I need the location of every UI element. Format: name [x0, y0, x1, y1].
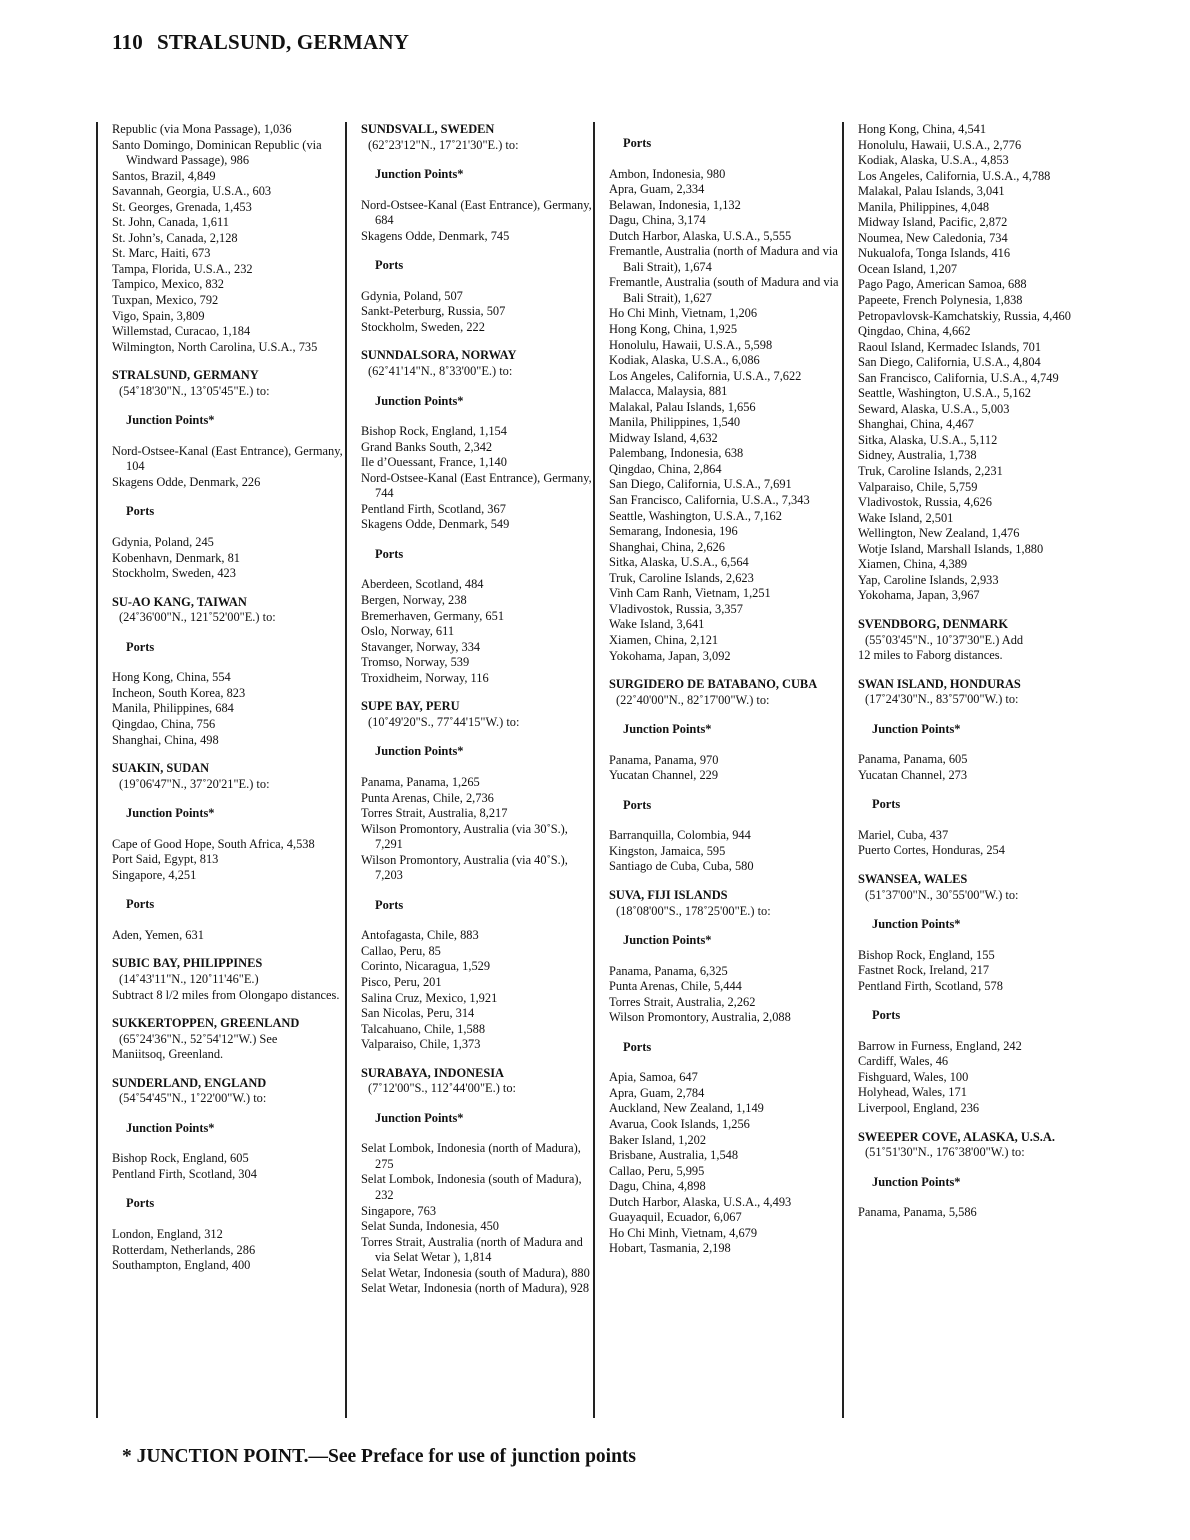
- entry-coordinates: (7˚12'00"S., 112˚44'00"E.) to:: [368, 1081, 516, 1096]
- distance-item: Antofagasta, Chile, 883: [361, 928, 479, 943]
- column-divider: [345, 122, 347, 1418]
- entry-title: SURABAYA, INDONESIA: [361, 1065, 504, 1080]
- distance-item: Tromso, Norway, 539: [361, 655, 470, 670]
- distance-item: San Francisco, California, U.S.A., 7,343: [609, 493, 810, 508]
- distance-item: Singapore, 4,251: [112, 867, 197, 882]
- entry-title: SUBIC BAY, PHILIPPINES: [112, 956, 263, 971]
- distance-item: Manila, Philippines, 4,048: [858, 199, 990, 214]
- section-heading: Ports: [126, 1196, 155, 1211]
- distance-item: Bremerhaven, Germany, 651: [361, 608, 505, 623]
- distance-item: Dutch Harbor, Alaska, U.S.A., 4,493: [609, 1194, 792, 1209]
- distance-item: Yokohama, Japan, 3,967: [858, 588, 980, 603]
- distance-item: Callao, Peru, 5,995: [609, 1163, 705, 1178]
- distance-item: Nord-Ostsee-Kanal (East Entrance), Germany, 104: [112, 443, 343, 474]
- column-3: [609, 122, 844, 1270]
- distance-item: Qingdao, China, 2,864: [609, 461, 722, 476]
- distance-item: Brisbane, Australia, 1,548: [609, 1148, 739, 1163]
- entry-title: SVENDBORG, DENMARK: [858, 616, 1009, 631]
- page-title: STRALSUND, GERMANY: [156, 30, 410, 54]
- section-heading: Ports: [623, 797, 652, 812]
- distance-item: Kodiak, Alaska, U.S.A., 4,853: [858, 153, 1009, 168]
- distance-item: Midway Island, Pacific, 2,872: [858, 215, 1008, 230]
- distance-item: Wilson Promontory, Australia, 2,088: [609, 1010, 791, 1025]
- distance-item: Oslo, Norway, 611: [361, 624, 455, 639]
- distance-item: Panama, Panama, 970: [609, 752, 719, 767]
- column-4: [858, 122, 1090, 1234]
- distance-item: Hong Kong, China, 554: [112, 670, 231, 685]
- distance-item: Fishguard, Wales, 100: [858, 1069, 969, 1084]
- distance-item: Torres Strait, Australia, 2,262: [609, 994, 756, 1009]
- distance-item: Santo Domingo, Dominican Republic (via Windward Passage), 986: [112, 137, 322, 168]
- distance-item: Barranquilla, Colombia, 944: [609, 828, 751, 843]
- distance-item: Rotterdam, Netherlands, 286: [112, 1242, 256, 1257]
- section-heading: Junction Points*: [375, 393, 464, 408]
- distance-item: Hong Kong, China, 1,925: [609, 322, 738, 337]
- distance-item: Dagu, China, 4,898: [609, 1179, 706, 1194]
- distance-item: Kingston, Jamaica, 595: [609, 843, 726, 858]
- distance-item: Yokohama, Japan, 3,092: [609, 648, 731, 663]
- distance-item: Vladivostok, Russia, 3,357: [609, 601, 743, 616]
- distance-item: Palembang, Indonesia, 638: [609, 446, 744, 461]
- distance-item: Raoul Island, Kermadec Islands, 701: [858, 339, 1042, 354]
- distance-item: Torres Strait, Australia, 8,217: [361, 806, 508, 821]
- distance-item: Puerto Cortes, Honduras, 254: [858, 843, 1005, 858]
- distance-item: Tampico, Mexico, 832: [112, 277, 224, 292]
- distance-item: Troxidheim, Norway, 116: [361, 670, 489, 685]
- port-entry: [112, 1016, 347, 1063]
- distance-item: Shanghai, China, 498: [112, 732, 219, 747]
- port-entry: [858, 1130, 1090, 1221]
- section-heading: Ports: [375, 897, 404, 912]
- distance-item: Pentland Firth, Scotland, 578: [858, 978, 1003, 993]
- distance-item: Truk, Caroline Islands, 2,623: [609, 570, 754, 585]
- section-heading: Junction Points*: [126, 806, 215, 821]
- distance-item: Punta Arenas, Chile, 5,444: [609, 979, 742, 994]
- distance-item: Savannah, Georgia, U.S.A., 603: [112, 184, 272, 199]
- distance-item: Hong Kong, China, 4,541: [858, 122, 987, 136]
- entry-note: Subtract 8 l/2 miles from Olongapo distances.: [112, 987, 340, 1002]
- distance-item: Gdynia, Poland, 507: [361, 288, 463, 303]
- distance-item: Semarang, Indonesia, 196: [609, 524, 738, 539]
- entry-title: SUNDSVALL, SWEDEN: [361, 122, 495, 136]
- distance-item: Sidney, Australia, 1,738: [858, 448, 977, 463]
- port-entry: [858, 872, 1090, 1117]
- section-heading: Ports: [872, 1008, 901, 1023]
- entry-coordinates: (55˚03'45"N., 10˚37'30"E.) Add: [865, 632, 1024, 647]
- entry-coordinates: (65˚24'36"N., 52˚54'12"W.) See: [119, 1031, 278, 1046]
- distance-item: Shanghai, China, 2,626: [609, 539, 725, 554]
- distance-item: Honolulu, Hawaii, U.S.A., 5,598: [609, 337, 773, 352]
- distance-item: Kodiak, Alaska, U.S.A., 6,086: [609, 353, 760, 368]
- distance-item: Midway Island, 4,632: [609, 430, 718, 445]
- distance-item: Auckland, New Zealand, 1,149: [609, 1101, 764, 1116]
- entry-title: SUNDERLAND, ENGLAND: [112, 1075, 267, 1090]
- entry-title: SWAN ISLAND, HONDURAS: [858, 676, 1021, 691]
- entry-coordinates: (51˚37'00"N., 30˚55'00"W.) to:: [865, 887, 1019, 902]
- entry-note: 12 miles to Faborg distances.: [858, 648, 1003, 663]
- column-1: [112, 122, 347, 1287]
- port-entry: [112, 761, 347, 943]
- section-heading: Junction Points*: [623, 933, 712, 948]
- distance-item: Manila, Philippines, 684: [112, 701, 234, 716]
- distance-item: Fastnet Rock, Ireland, 217: [858, 963, 990, 978]
- distance-item: Wake Island, 3,641: [609, 617, 705, 632]
- distance-item: Xiamen, China, 2,121: [609, 632, 719, 647]
- entry-coordinates: (14˚43'11"N., 120˚11'46"E.): [119, 971, 259, 986]
- distance-item: Papeete, French Polynesia, 1,838: [858, 293, 1023, 308]
- distance-item: Yucatan Channel, 273: [858, 767, 968, 782]
- entry-coordinates: (24˚36'00"N., 121˚52'00"E.) to:: [119, 610, 276, 625]
- page-number: 110: [112, 30, 143, 54]
- port-entry: [858, 617, 1090, 664]
- distance-item: Corinto, Nicaragua, 1,529: [361, 959, 491, 974]
- section-heading: Junction Points*: [126, 1120, 215, 1135]
- distance-item: Skagens Odde, Denmark, 549: [361, 517, 510, 532]
- entry-coordinates: (62˚23'12"N., 17˚21'30"E.) to:: [368, 137, 519, 152]
- distance-item: Los Angeles, California, U.S.A., 4,788: [858, 168, 1051, 183]
- section-heading: Ports: [872, 797, 901, 812]
- section-heading: Ports: [126, 504, 155, 519]
- distance-item: Baker Island, 1,202: [609, 1132, 707, 1147]
- distance-item: Ambon, Indonesia, 980: [609, 166, 726, 181]
- distance-item: Fremantle, Australia (south of Madura and via Bali Strait), 1,627: [609, 275, 839, 305]
- distance-item: London, England, 312: [112, 1226, 223, 1241]
- page-header: [112, 30, 409, 55]
- distance-item: Seattle, Washington, U.S.A., 7,162: [609, 508, 782, 523]
- distance-item: Petropavlovsk-Kamchatskiy, Russia, 4,460: [858, 308, 1071, 323]
- distance-item: Panama, Panama, 5,586: [858, 1205, 977, 1220]
- distance-item: Nord-Ostsee-Kanal (East Entrance), Germany, 744: [361, 470, 592, 501]
- distance-item: Wotje Island, Marshall Islands, 1,880: [858, 541, 1044, 556]
- entry-coordinates: (62˚41'14"N., 8˚33'00"E.) to:: [368, 364, 513, 379]
- column-divider: [593, 122, 595, 1418]
- section-heading: Ports: [375, 258, 404, 273]
- distance-item: Callao, Peru, 85: [361, 943, 441, 958]
- distance-item: St. Marc, Haiti, 673: [112, 246, 211, 261]
- distance-item: Sankt-Peterburg, Russia, 507: [361, 304, 506, 319]
- distance-item: Bergen, Norway, 238: [361, 593, 467, 608]
- entry-title: SWEEPER COVE, ALASKA, U.S.A.: [858, 1129, 1055, 1144]
- distance-item: Vigo, Spain, 3,809: [112, 308, 205, 323]
- distance-item: Dutch Harbor, Alaska, U.S.A., 5,555: [609, 228, 792, 243]
- distance-item: Selat Wetar, Indonesia (north of Madura), 928: [361, 1281, 590, 1296]
- port-entry: [361, 348, 596, 686]
- section-heading: Ports: [126, 897, 155, 912]
- distance-item: St. Georges, Grenada, 1,453: [112, 199, 252, 214]
- distance-item: Pentland Firth, Scotland, 367: [361, 501, 506, 516]
- distance-item: Vinh Cam Ranh, Vietnam, 1,251: [609, 586, 771, 601]
- port-entry: [609, 888, 844, 1257]
- section-heading: Ports: [126, 639, 155, 654]
- column-divider: [96, 122, 98, 1418]
- distance-item: Belawan, Indonesia, 1,132: [609, 197, 741, 212]
- distance-item: Wilson Promontory, Australia (via 40˚S.), 7,203: [361, 852, 568, 883]
- distance-item: San Francisco, California, U.S.A., 4,749: [858, 370, 1059, 385]
- distance-item: Selat Lombok, Indonesia (south of Madura), 232: [361, 1172, 582, 1202]
- section-heading: Ports: [623, 1039, 652, 1054]
- distance-item: Sitka, Alaska, U.S.A., 6,564: [609, 555, 749, 570]
- distance-item: Stockholm, Sweden, 222: [361, 319, 485, 334]
- distance-item: Guayaquil, Ecuador, 6,067: [609, 1210, 742, 1225]
- distance-item: Cardiff, Wales, 46: [858, 1054, 949, 1069]
- entry-title: SU-AO KANG, TAIWAN: [112, 594, 247, 609]
- distance-item: Apra, Guam, 2,784: [609, 1085, 705, 1100]
- footnote: * JUNCTION POINT.—See Preface for use of junction points: [122, 1446, 637, 1467]
- port-entry: [361, 122, 596, 335]
- distance-item: Skagens Odde, Denmark, 226: [112, 474, 261, 489]
- distance-item: Noumea, New Caledonia, 734: [858, 230, 1008, 245]
- port-entry: [112, 122, 347, 355]
- distance-item: Malakal, Palau Islands, 1,656: [609, 399, 756, 414]
- section-heading: Ports: [375, 546, 404, 561]
- entry-coordinates: (51˚51'30"N., 176˚38'00"W.) to:: [865, 1145, 1025, 1160]
- distance-item: San Nicolas, Peru, 314: [361, 1006, 475, 1021]
- port-entry: [858, 677, 1090, 859]
- distance-item: Yap, Caroline Islands, 2,933: [858, 572, 999, 587]
- distance-item: Manila, Philippines, 1,540: [609, 415, 741, 430]
- distance-item: Stockholm, Sweden, 423: [112, 566, 236, 581]
- distance-item: Pentland Firth, Scotland, 304: [112, 1166, 257, 1181]
- entry-title: SURGIDERO DE BATABANO, CUBA: [609, 677, 818, 692]
- distance-item: Tampa, Florida, U.S.A., 232: [112, 261, 253, 276]
- entry-coordinates: (22˚40'00"N., 82˚17'00"W.) to:: [616, 692, 770, 707]
- distance-item: Pisco, Peru, 201: [361, 974, 442, 989]
- entry-coordinates: (17˚24'30"N., 83˚57'00"W.) to:: [865, 692, 1019, 707]
- section-heading: Junction Points*: [623, 722, 712, 737]
- distance-item: Barrow in Furness, England, 242: [858, 1038, 1022, 1053]
- distance-item: Pago Pago, American Samoa, 688: [858, 277, 1027, 292]
- distance-item: Ho Chi Minh, Vietnam, 1,206: [609, 306, 758, 321]
- distance-item: Apra, Guam, 2,334: [609, 182, 705, 197]
- distance-item: Fremantle, Australia (north of Madura and via Bali Strait), 1,674: [609, 244, 838, 274]
- port-entry: [112, 956, 347, 1003]
- distance-item: Liverpool, England, 236: [858, 1100, 980, 1115]
- distance-item: Valparaiso, Chile, 5,759: [858, 479, 978, 494]
- distance-item: Punta Arenas, Chile, 2,736: [361, 790, 494, 805]
- distance-item: Vladivostok, Russia, 4,626: [858, 495, 992, 510]
- entry-coordinates: (19˚06'47"N., 37˚20'21"E.) to:: [119, 776, 270, 791]
- distance-item: Torres Strait, Australia (north of Madura and via Selat Wetar ), 1,814: [361, 1234, 583, 1265]
- distance-item: Skagens Odde, Denmark, 745: [361, 228, 510, 243]
- section-heading: Junction Points*: [375, 167, 464, 182]
- entry-title: SUKKERTOPPEN, GREENLAND: [112, 1016, 300, 1031]
- distance-item: St. John’s, Canada, 2,128: [112, 230, 238, 245]
- distance-item: Qingdao, China, 756: [112, 716, 216, 731]
- section-heading: Junction Points*: [872, 917, 961, 932]
- distance-item: Santiago de Cuba, Cuba, 580: [609, 859, 754, 874]
- distance-item: Port Said, Egypt, 813: [112, 852, 219, 867]
- distance-item: St. John, Canada, 1,611: [112, 215, 229, 230]
- entry-title: STRALSUND, GERMANY: [112, 368, 259, 383]
- distance-item: Aberdeen, Scotland, 484: [361, 577, 484, 592]
- distance-item: Apia, Samoa, 647: [609, 1070, 698, 1085]
- distance-item: Los Angeles, California, U.S.A., 7,622: [609, 368, 802, 383]
- entry-title: SUNNDALSORA, NORWAY: [361, 348, 517, 363]
- entry-title: SUAKIN, SUDAN: [112, 761, 210, 776]
- distance-item: Nukualofa, Tonga Islands, 416: [858, 246, 1011, 261]
- distance-item: Bishop Rock, England, 155: [858, 947, 995, 962]
- section-heading: Junction Points*: [375, 1110, 464, 1125]
- distance-item: Wilmington, North Carolina, U.S.A., 735: [112, 339, 318, 354]
- distance-item: Singapore, 763: [361, 1203, 437, 1218]
- distance-item: Selat Wetar, Indonesia (south of Madura), 880: [361, 1265, 590, 1280]
- distance-item: Nord-Ostsee-Kanal (East Entrance), Germany, 684: [361, 197, 592, 228]
- distance-item: San Diego, California, U.S.A., 4,804: [858, 355, 1041, 370]
- port-entry: [609, 677, 844, 875]
- entry-coordinates: (54˚18'30"N., 13˚05'45"E.) to:: [119, 383, 270, 398]
- distance-item: Shanghai, China, 4,467: [858, 417, 974, 432]
- entry-coordinates: (10˚49'20"S., 77˚44'15"W.) to:: [368, 714, 520, 729]
- distance-item: Incheon, South Korea, 823: [112, 685, 246, 700]
- distance-item: San Diego, California, U.S.A., 7,691: [609, 477, 792, 492]
- port-entry: [112, 595, 347, 748]
- distance-item: Ho Chi Minh, Vietnam, 4,679: [609, 1225, 758, 1240]
- distance-item: Gdynia, Poland, 245: [112, 535, 214, 550]
- distance-item: Xiamen, China, 4,389: [858, 557, 968, 572]
- entry-title: SUVA, FIJI ISLANDS: [609, 887, 728, 902]
- distance-item: Bishop Rock, England, 605: [112, 1151, 249, 1166]
- column-divider: [842, 122, 844, 1418]
- port-entry: [609, 136, 844, 664]
- section-heading: Junction Points*: [872, 1174, 961, 1189]
- distance-item: Malacca, Malaysia, 881: [609, 384, 728, 399]
- entry-coordinates: (18˚08'00"S., 178˚25'00"E.) to:: [616, 903, 771, 918]
- entry-title: SWANSEA, WALES: [858, 871, 968, 886]
- port-entry: [361, 699, 596, 1052]
- distance-item: Valparaiso, Chile, 1,373: [361, 1037, 481, 1052]
- distance-item: Salina Cruz, Mexico, 1,921: [361, 990, 498, 1005]
- distance-item: Tuxpan, Mexico, 792: [112, 293, 219, 308]
- distance-item: Southampton, England, 400: [112, 1258, 251, 1273]
- distance-item: Talcahuano, Chile, 1,588: [361, 1021, 486, 1036]
- distance-item: Wellington, New Zealand, 1,476: [858, 526, 1020, 541]
- distance-item: Grand Banks South, 2,342: [361, 439, 493, 454]
- distance-item: Ocean Island, 1,207: [858, 261, 958, 276]
- distance-item: Malakal, Palau Islands, 3,041: [858, 184, 1005, 199]
- distance-item: Honolulu, Hawaii, U.S.A., 2,776: [858, 137, 1022, 152]
- section-heading: Junction Points*: [872, 721, 961, 736]
- distance-item: Panama, Panama, 6,325: [609, 963, 728, 978]
- distance-item: Panama, Panama, 1,265: [361, 774, 480, 789]
- distance-item: Seward, Alaska, U.S.A., 5,003: [858, 401, 1010, 416]
- distance-item: Panama, Panama, 605: [858, 752, 968, 767]
- port-entry: [112, 1076, 347, 1274]
- distance-item: Kobenhavn, Denmark, 81: [112, 550, 241, 565]
- distance-item: Truk, Caroline Islands, 2,231: [858, 464, 1003, 479]
- entry-note: Maniitsoq, Greenland.: [112, 1047, 224, 1062]
- distance-item: Willemstad, Curacao, 1,184: [112, 324, 251, 339]
- section-heading: Ports: [623, 136, 652, 150]
- distance-item: Qingdao, China, 4,662: [858, 324, 971, 339]
- distance-item: Holyhead, Wales, 171: [858, 1085, 967, 1100]
- entry-coordinates: (54˚54'45"N., 1˚22'00"W.) to:: [119, 1091, 267, 1106]
- distance-item: Cape of Good Hope, South Africa, 4,538: [112, 836, 315, 851]
- port-entry: [361, 1066, 596, 1297]
- distance-item: Stavanger, Norway, 334: [361, 639, 481, 654]
- distance-item: Seattle, Washington, U.S.A., 5,162: [858, 386, 1031, 401]
- distance-item: Mariel, Cuba, 437: [858, 827, 949, 842]
- port-entry: [858, 122, 1090, 604]
- distance-item: Avarua, Cook Islands, 1,256: [609, 1116, 750, 1131]
- distance-item: Wake Island, 2,501: [858, 510, 954, 525]
- distance-item: Republic (via Mona Passage), 1,036: [112, 122, 292, 136]
- distance-item: Ile d’Ouessant, France, 1,140: [361, 455, 507, 470]
- section-heading: Junction Points*: [375, 744, 464, 759]
- distance-item: Sitka, Alaska, U.S.A., 5,112: [858, 432, 998, 447]
- section-heading: Junction Points*: [126, 413, 215, 428]
- distance-item: Yucatan Channel, 229: [609, 768, 719, 783]
- distance-item: Dagu, China, 3,174: [609, 213, 706, 228]
- column-2: [361, 122, 596, 1310]
- distance-item: Selat Lombok, Indonesia (north of Madura), 275: [361, 1141, 581, 1171]
- port-entry: [112, 368, 347, 581]
- distance-item: Wilson Promontory, Australia (via 30˚S.), 7,291: [361, 821, 568, 852]
- distance-item: Selat Sunda, Indonesia, 450: [361, 1219, 499, 1234]
- entry-title: SUPE BAY, PERU: [361, 699, 460, 714]
- distance-item: Bishop Rock, England, 1,154: [361, 424, 507, 439]
- distance-item: Aden, Yemen, 631: [112, 927, 204, 942]
- distance-item: Santos, Brazil, 4,849: [112, 168, 216, 183]
- distance-item: Hobart, Tasmania, 2,198: [609, 1241, 731, 1256]
